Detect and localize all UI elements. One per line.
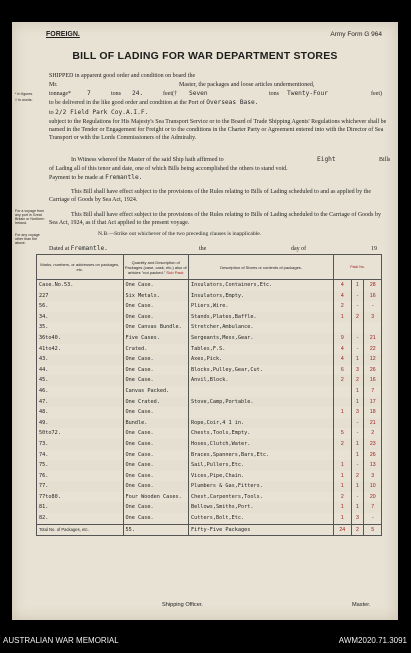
payment-line xyxy=(49,174,391,182)
row-pack-a: 1 xyxy=(334,502,352,513)
row-description: Plumbers & Gas,Fitters. xyxy=(189,481,334,492)
total-b: 2 xyxy=(351,524,364,536)
foreign-label: FOREIGN. xyxy=(46,31,80,38)
row-description: Braces,Spanners,Bars,Etc. xyxy=(189,450,334,461)
row-pack-b: 1 xyxy=(351,439,364,450)
row-description: Stove,Camp,Portable. xyxy=(189,397,334,408)
row-marks: 35. xyxy=(37,322,124,333)
row-quantity: Canvas Packed. xyxy=(123,386,188,397)
row-pack-a: 1 xyxy=(334,513,352,524)
row-pack-b: 2 xyxy=(351,375,364,386)
port-line xyxy=(49,99,391,107)
row-pack-b: - xyxy=(351,492,364,503)
table-row xyxy=(37,312,382,323)
bills-label: Bills xyxy=(379,157,391,163)
row-description: Chests,Tools,Empty. xyxy=(189,428,334,439)
table-row xyxy=(37,492,382,503)
day-of-label: day of xyxy=(291,246,307,252)
row-marks: 48. xyxy=(37,407,124,418)
row-marks: 36to40. xyxy=(37,333,124,344)
caption-id: AWM2020.71.3091 xyxy=(338,636,407,645)
row-pack-b: 1 xyxy=(351,386,364,397)
port-value: Overseas Base. xyxy=(206,99,259,106)
row-marks: 77to80. xyxy=(37,492,124,503)
row-marks: 56. xyxy=(37,301,124,312)
row-pack-b: 3 xyxy=(351,365,364,376)
row-marks: 43. xyxy=(37,354,124,365)
table-row xyxy=(37,365,382,376)
row-pack-c: 10 xyxy=(364,481,382,492)
table-row xyxy=(37,428,382,439)
row-pack-b: 1 xyxy=(351,481,364,492)
port-label: to be delivered in the like good order and condition at the Port of xyxy=(49,100,205,106)
row-description: Pliers,Wire. xyxy=(189,301,334,312)
payment-place: Fremantle. xyxy=(105,174,143,181)
tonnage-words: Seven xyxy=(189,90,208,97)
row-quantity: Bundle. xyxy=(123,418,188,429)
row-pack-a xyxy=(334,418,352,429)
table-row xyxy=(37,301,382,312)
row-pack-b: - xyxy=(351,291,364,302)
row-pack-c xyxy=(364,322,382,333)
cargo-table xyxy=(36,254,382,536)
row-pack-c: - xyxy=(364,513,382,524)
row-quantity: One Case. xyxy=(123,450,188,461)
row-description: Anvil,Block. xyxy=(189,375,334,386)
table-row xyxy=(37,354,382,365)
row-description xyxy=(189,407,334,418)
tonnage-label: tonnage* xyxy=(49,91,71,97)
tonnage-line xyxy=(49,90,391,98)
row-pack-b: - xyxy=(351,460,364,471)
caption-source: AUSTRALIAN WAR MEMORIAL xyxy=(3,636,119,645)
row-quantity: Four Wooden Cases. xyxy=(123,492,188,503)
row-pack-a: 2 xyxy=(334,375,352,386)
bill-of-lading-form xyxy=(12,22,398,620)
year-label: 19 xyxy=(371,246,377,252)
row-pack-b: 1 xyxy=(351,280,364,291)
row-pack-c: 16 xyxy=(364,375,382,386)
row-pack-b: - xyxy=(351,344,364,355)
row-description xyxy=(189,386,334,397)
row-marks: 75. xyxy=(37,460,124,471)
row-description: Sergeants,Mess,Gear. xyxy=(189,333,334,344)
row-pack-c: 21 xyxy=(364,333,382,344)
row-pack-c: 2 xyxy=(364,428,382,439)
row-quantity: One Case. xyxy=(123,407,188,418)
col-header-pack-no: Pack No. xyxy=(334,255,382,280)
row-marks: 74. xyxy=(37,450,124,461)
row-quantity: Six Metals. xyxy=(123,291,188,302)
row-pack-c: 18 xyxy=(364,407,382,418)
table-row xyxy=(37,333,382,344)
row-quantity: One Case. xyxy=(123,428,188,439)
row-quantity: One Canvas Bundle. xyxy=(123,322,188,333)
table-row xyxy=(37,407,382,418)
row-pack-a: 1 xyxy=(334,460,352,471)
tonnage-figure: 7 xyxy=(87,90,91,97)
row-pack-c: 7 xyxy=(364,502,382,513)
row-pack-a: 9 xyxy=(334,333,352,344)
row-pack-c: 20 xyxy=(364,492,382,503)
row-pack-a xyxy=(334,386,352,397)
total-words: Fifty-Five Packages xyxy=(189,524,334,536)
row-pack-a xyxy=(334,450,352,461)
row-pack-b: 1 xyxy=(351,354,364,365)
row-quantity: One Case. xyxy=(123,439,188,450)
nb-note: N.B.—Strike out whichever of the two preceding clauses is inapplicable. xyxy=(98,231,262,237)
row-quantity: One Case. xyxy=(123,481,188,492)
row-quantity: One Crated. xyxy=(123,397,188,408)
tons-label-2: tons xyxy=(269,91,280,97)
the-label: the xyxy=(199,246,207,252)
col-header-quantity xyxy=(123,255,188,280)
row-marks: 76. xyxy=(37,471,124,482)
row-description: Stands,Plates,Baffle. xyxy=(189,312,334,323)
row-pack-a: 2 xyxy=(334,492,352,503)
row-quantity: Five Cases. xyxy=(123,333,188,344)
row-pack-a: 4 xyxy=(334,354,352,365)
total-row xyxy=(37,524,382,536)
row-quantity: One Case. xyxy=(123,365,188,376)
master-label: Master, the packages and loose articles undermentioned, xyxy=(179,82,315,88)
witness-line xyxy=(49,156,391,164)
total-c: 5 xyxy=(364,524,382,536)
row-description: Vices,Pipe,Chain. xyxy=(189,471,334,482)
row-quantity: One Case. xyxy=(123,280,188,291)
row-marks: 46. xyxy=(37,386,124,397)
row-description: Tables,F.S. xyxy=(189,344,334,355)
table-row xyxy=(37,344,382,355)
total-a: 24 xyxy=(334,524,352,536)
row-pack-a: 1 xyxy=(334,471,352,482)
row-pack-b: 3 xyxy=(351,407,364,418)
row-pack-a: 2 xyxy=(334,439,352,450)
row-pack-b xyxy=(351,322,364,333)
dated-line xyxy=(49,245,391,253)
feet-label-2: feet) xyxy=(371,91,382,97)
row-pack-b: 2 xyxy=(351,312,364,323)
margin-note-voyage-other: For any voyage other than the above. xyxy=(15,233,40,245)
row-pack-a: 4 xyxy=(334,291,352,302)
row-pack-b: 1 xyxy=(351,450,364,461)
row-marks: 50to72. xyxy=(37,428,124,439)
row-marks: 73. xyxy=(37,439,124,450)
feet-label: feet(† xyxy=(163,91,177,97)
row-pack-b: - xyxy=(351,428,364,439)
row-pack-c: 21 xyxy=(364,418,382,429)
row-marks: 77. xyxy=(37,481,124,492)
table-row xyxy=(37,386,382,397)
row-description: Insulators,Containers,Etc. xyxy=(189,280,334,291)
dated-label: Dated at xyxy=(49,246,70,252)
row-description: Blocks,Pulley,Gear,Cut. xyxy=(189,365,334,376)
row-pack-c: 17 xyxy=(364,397,382,408)
row-pack-a: 1 xyxy=(334,407,352,418)
row-pack-a xyxy=(334,322,352,333)
row-quantity: One Case. xyxy=(123,460,188,471)
consignee-value: 2/2 Field Park Coy.A.I.F. xyxy=(55,109,149,116)
table-row xyxy=(37,460,382,471)
clause-great-britain: This Bill shall have effect subject to the provisions of the Rules relating to Bills of Lading scheduled to and as applied by the Carriage of Goods by Sea Act, 1924. xyxy=(49,189,371,203)
witness-continued: of Lading all of this tenor and date, one of which Bills being accomplished the others to stand void. xyxy=(49,166,288,172)
row-marks: 34. xyxy=(37,312,124,323)
row-pack-c: 22 xyxy=(364,344,382,355)
row-pack-b: 3 xyxy=(351,513,364,524)
row-pack-a: 2 xyxy=(334,301,352,312)
total-label: Total No. of Packages, etc. xyxy=(37,524,124,536)
master-signature-label: Master. xyxy=(352,602,371,608)
row-pack-a xyxy=(334,397,352,408)
payment-label: Payment to be made at xyxy=(49,175,104,181)
row-marks: 41to42. xyxy=(37,344,124,355)
to-label: to xyxy=(49,110,54,116)
table-row xyxy=(37,450,382,461)
row-marks: 81. xyxy=(37,502,124,513)
witness-text: In Witness whereof the Master of the said Ship hath affirmed to xyxy=(71,157,224,163)
feet-figure: 24. xyxy=(132,90,144,97)
row-description: Chest,Carpenters,Tools. xyxy=(189,492,334,503)
mr-label: Mr. xyxy=(49,82,58,88)
row-description: Insulators,Empty. xyxy=(189,291,334,302)
table-row xyxy=(37,291,382,302)
row-pack-c: 28 xyxy=(364,280,382,291)
row-pack-b: - xyxy=(351,418,364,429)
table-row xyxy=(37,418,382,429)
row-marks: Case.No.53. xyxy=(37,280,124,291)
row-description: Rope,Coir,4 1 in. xyxy=(189,418,334,429)
table-row xyxy=(37,397,382,408)
row-quantity: One Case. xyxy=(123,312,188,323)
row-description: Hoses,Clutch,Water. xyxy=(189,439,334,450)
table-row xyxy=(37,375,382,386)
row-quantity: One Case. xyxy=(123,502,188,513)
table-row xyxy=(37,471,382,482)
margin-note-voyage-gb: For a voyage from any port in Great Britain or Northern Ireland. xyxy=(15,209,45,225)
margin-note-words: † In words. xyxy=(15,98,33,102)
row-pack-b: - xyxy=(351,333,364,344)
total-figure: 55. xyxy=(123,524,188,536)
clause-other-voyage: This Bill shall have effect subject to the provisions of the Rules relating to Bills of Lading scheduled to the Carriage of Goods by Sea Act, 1924, as if that Act applied to the present voyage. xyxy=(49,212,381,226)
row-pack-b: 2 xyxy=(351,471,364,482)
shipping-officer-label: Shipping Officer. xyxy=(162,602,203,608)
row-pack-c: 7 xyxy=(364,386,382,397)
row-marks: 227 xyxy=(37,291,124,302)
row-marks: 44. xyxy=(37,365,124,376)
regulations-paragraph: subject to the Regulations for His Majesty's Sea Transport Service or to the Board of Trade Shipping Agents' Regulations whichever shall be named in the Tender or Engagement for Freight or to the conditions in the Charter Party or Agreement entered into with the Director of Sea Transport or with the Lords Commissioners of the Admiralty. xyxy=(49,119,387,141)
row-pack-a: 1 xyxy=(334,312,352,323)
feet-words: Twenty-Four xyxy=(287,90,328,97)
row-description: Sail,Pullers,Etc. xyxy=(189,460,334,471)
row-pack-a: 1 xyxy=(334,481,352,492)
row-description: Axes,Pick. xyxy=(189,354,334,365)
row-pack-c: 3 xyxy=(364,312,382,323)
table-row xyxy=(37,439,382,450)
row-description: Stretcher,Ambulance. xyxy=(189,322,334,333)
table-row xyxy=(37,502,382,513)
document-title: BILL OF LADING FOR WAR DEPARTMENT STORES xyxy=(72,50,338,62)
row-marks: 47. xyxy=(37,397,124,408)
row-pack-a: 5 xyxy=(334,428,352,439)
row-pack-a: 4 xyxy=(334,280,352,291)
row-quantity: Crated. xyxy=(123,344,188,355)
cargo-rows xyxy=(37,280,382,525)
row-marks: 82. xyxy=(37,513,124,524)
table-row xyxy=(37,322,382,333)
row-pack-c: 16 xyxy=(364,291,382,302)
row-quantity: One Case. xyxy=(123,513,188,524)
row-pack-b: - xyxy=(351,301,364,312)
dated-place: Fremantle. xyxy=(70,245,108,252)
row-pack-c: 12 xyxy=(364,354,382,365)
tons-label: tons xyxy=(111,91,122,97)
margin-note-figures: * In figures. xyxy=(15,92,34,96)
form-number: Army Form G 964 xyxy=(330,31,382,38)
row-pack-c: 13 xyxy=(364,460,382,471)
consignee-line xyxy=(49,109,391,117)
row-description: Bellows,Smiths,Port. xyxy=(189,502,334,513)
row-pack-c: 3 xyxy=(364,471,382,482)
table-row xyxy=(37,280,382,291)
row-pack-c: 26 xyxy=(364,450,382,461)
row-pack-b: 1 xyxy=(351,502,364,513)
row-marks: 45. xyxy=(37,375,124,386)
table-row xyxy=(37,513,382,524)
col-header-marks: Marks, numbers, or addresses on packages, etc. xyxy=(37,255,124,280)
row-pack-a: 4 xyxy=(334,344,352,355)
bills-count: Eight xyxy=(317,156,336,163)
row-pack-c: 23 xyxy=(364,439,382,450)
row-quantity: One Case. xyxy=(123,375,188,386)
row-pack-a: 6 xyxy=(334,365,352,376)
row-quantity: One Case. xyxy=(123,354,188,365)
row-quantity: One Case. xyxy=(123,301,188,312)
table-row xyxy=(37,481,382,492)
col-header-description: Description of Stores or contents of packages. xyxy=(189,255,334,280)
header-note: Sub Pack xyxy=(166,269,184,275)
master-line xyxy=(49,81,391,89)
row-description: Cutters,Bolt,Etc. xyxy=(189,513,334,524)
row-marks: 49. xyxy=(37,418,124,429)
row-pack-b: 1 xyxy=(351,397,364,408)
shipped-line: SHIPPED in apparent good order and condition on board the xyxy=(49,73,196,79)
row-pack-c: 26 xyxy=(364,365,382,376)
quantity-header-text: Quantity and Description of Packages (case, cask, etc.) also of articles "not packed." xyxy=(124,259,187,275)
row-quantity: One Case. xyxy=(123,471,188,482)
row-pack-c: - xyxy=(364,301,382,312)
